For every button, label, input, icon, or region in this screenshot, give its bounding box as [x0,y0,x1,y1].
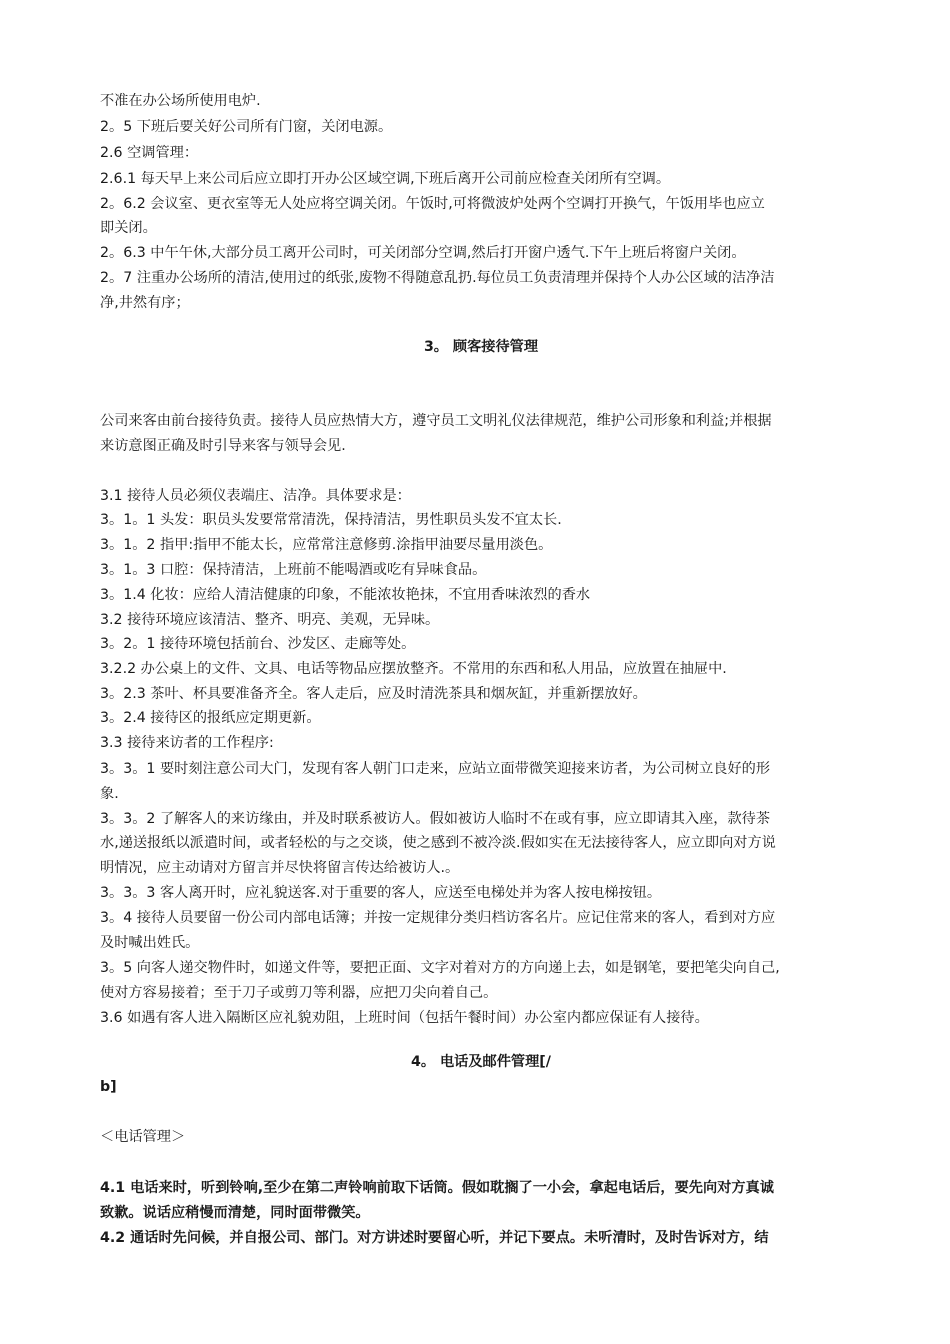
text-line: 2.6.1 每天早上来公司后应立即打开办公区域空调,下班后离开公司前应检查关闭所有空调。 [100,171,671,187]
subsection-title: ＜电话管理＞ [100,1129,186,1145]
text-line: 3。1。1 头发：职员头发要常常清洗，保持清洁，男性职员头发不宜太长. [100,512,562,528]
text-line: b] [100,1079,117,1095]
text-line: 3。2.3 茶叶、杯具要准备齐全。客人走后，应及时清洗茶具和烟灰缸，并重新摆放好。 [100,686,647,702]
text-line: 使对方容易接着；至于刀子或剪刀等利器，应把刀尖向着自己。 [100,985,498,1001]
text-line: 不准在办公场所使用电炉. [100,93,261,109]
text-line: 3.2.2 办公桌上的文件、文具、电话等物品应摆放整齐。不常用的东西和私人用品，应放置在抽屉中. [100,661,727,677]
text-line: 4.1 电话来时，听到铃响,至少在第二声铃响前取下话筒。假如耽搁了一小会，拿起电话后，要先向对方真诚 [100,1180,774,1196]
text-line: 3。2。1 接待环境包括前台、沙发区、走廊等处。 [100,636,416,652]
text-line: 4.2 通话时先问候，并自报公司、部门。对方讲述时要留心听，并记下要点。未听清时，及时告诉对方，结 [100,1230,769,1246]
text-line: 净,井然有序； [100,295,190,311]
text-line: 即关闭。 [100,220,157,236]
text-line: 3。4 接待人员要留一份公司内部电话簿；并按一定规律分类归档访客名片。应记住常来的客人，看到对方应 [100,910,776,926]
text-line: 3.3 接待来访者的工作程序: [100,735,274,751]
text-line: 及时喊出姓氏。 [100,935,200,951]
text-line: 3。3。1 要时刻注意公司大门，发现有客人朝门口走来，应站立面带微笑迎接来访者，为公司树立良好的形 [100,761,771,777]
text-line: 3。2.4 接待区的报纸应定期更新。 [100,710,321,726]
text-line: 水,递送报纸以派遣时间，或者轻松的与之交谈，使之感到不被冷淡.假如实在无法接待客人，应立即向对方说 [100,835,776,851]
text-line: 2。6.2 会议室、更衣室等无人处应将空调关闭。午饭时,可将微波炉处两个空调打开换气，午饭用毕也应立 [100,196,765,212]
text-line: 3。3。2 了解客人的来访缘由，并及时联系被访人。假如被访人临时不在或有事，应立即请其入座，款待茶 [100,811,771,827]
text-line: 3。5 向客人递交物件时，如递文件等，要把正面、文字对着对方的方向递上去，如是钢笔，要把笔尖向自己, [100,960,780,976]
text-line: 明情况，应主动请对方留言并尽快将留言传达给被访人.。 [100,860,460,876]
section-heading-4: 4。 电话及邮件管理[/ [411,1054,551,1070]
text-line: 2。5 下班后要关好公司所有门窗，关闭电源。 [100,119,393,135]
text-line: 来访意图正确及时引导来客与领导会见. [100,438,346,454]
text-line: 3。1。3 口腔：保持清洁，上班前不能喝酒或吃有异味食品。 [100,562,487,578]
text-line: 2.6 空调管理： [100,145,199,161]
text-line: 3。1。2 指甲:指甲不能太长，应常常注意修剪.涂指甲油要尽量用淡色。 [100,537,553,553]
text-line: 3。3。3 客人离开时，应礼貌送客.对于重要的客人，应送至电梯处并为客人按电梯按钮。 [100,885,662,901]
section-heading-3: 3。 顾客接待管理 [423,339,539,355]
text-line: 象. [100,786,119,802]
text-line: 致歉。说话应稍慢而清楚，同时面带微笑。 [100,1205,370,1221]
text-line: 3.1 接待人员必须仪表端庄、洁净。具体要求是： [100,488,411,504]
text-line: 3.2 接待环境应该清洁、整齐、明亮、美观，无异味。 [100,612,440,628]
text-line: 3。1.4 化妆：应给人清洁健康的印象，不能浓妆艳抹，不宜用香味浓烈的香水 [100,587,591,603]
text-line: 2。7 注重办公场所的清洁,使用过的纸张,废物不得随意乱扔.每位员工负责清理并保持个人办公区域的洁净洁 [100,270,775,286]
text-line: 3.6 如遇有客人进入隔断区应礼貌劝阻，上班时间（包括午餐时间）办公室内都应保证有人接待。 [100,1010,709,1026]
text-line: 2。6.3 中午午休,大部分员工离开公司时，可关闭部分空调,然后打开窗户透气.下午上班后将窗户关闭。 [100,245,746,261]
text-line: 公司来客由前台接待负责。接待人员应热情大方，遵守员工文明礼仪法律规范，维护公司形象和利益;并根据 [100,413,772,429]
